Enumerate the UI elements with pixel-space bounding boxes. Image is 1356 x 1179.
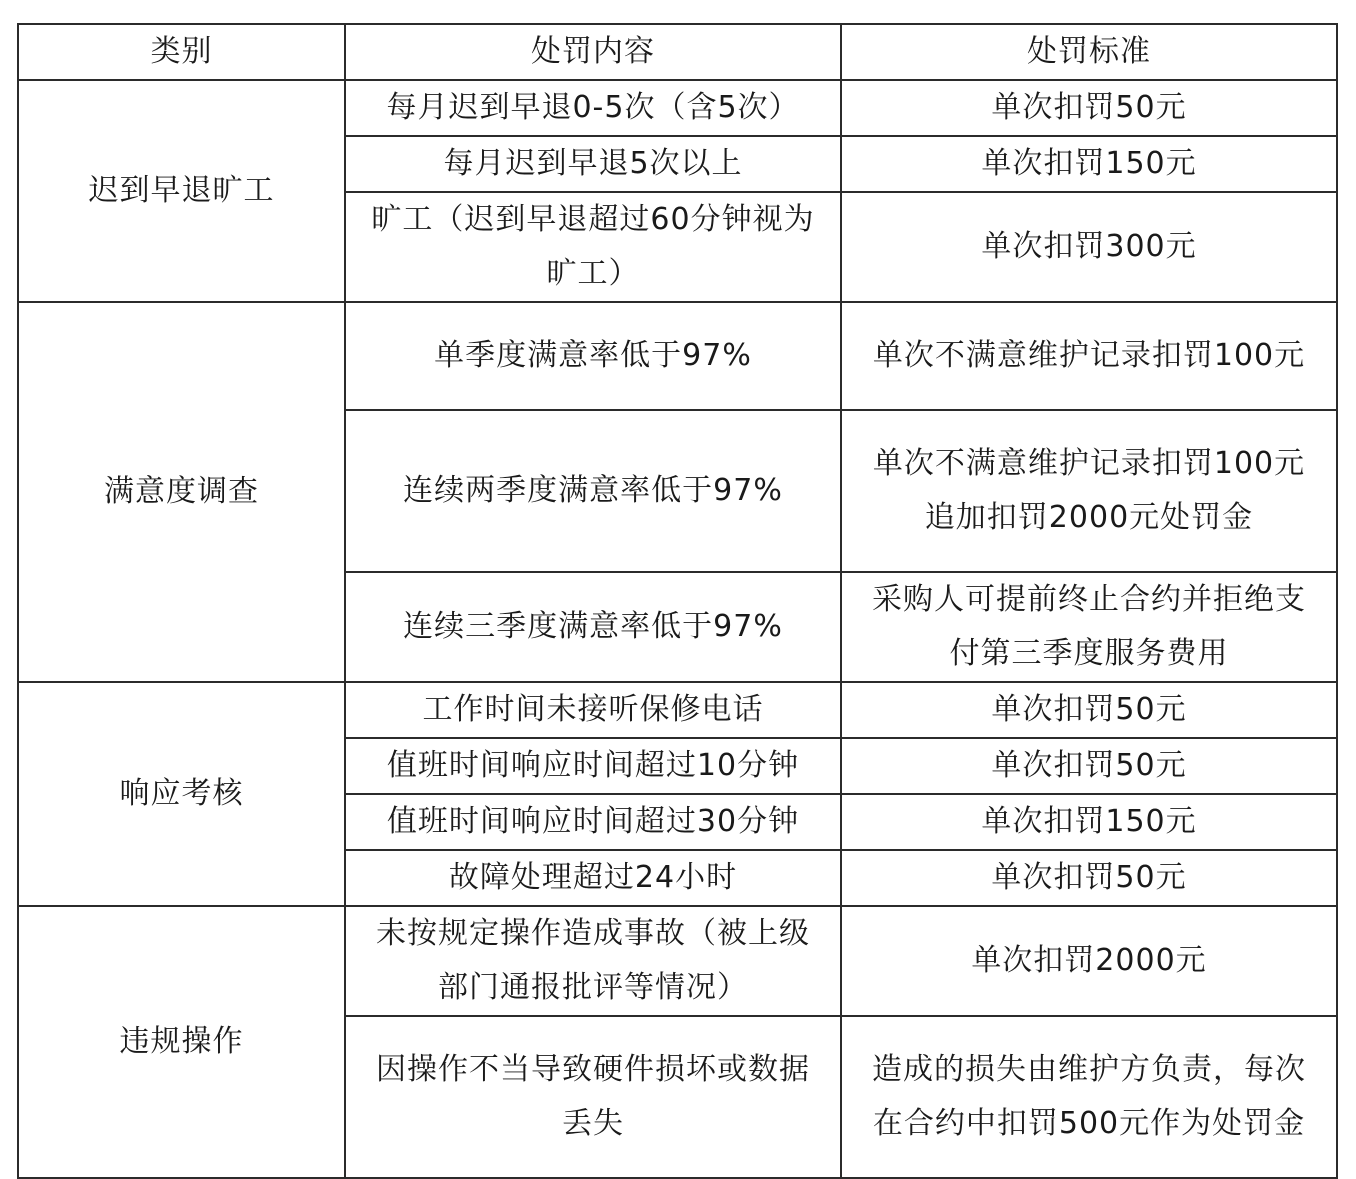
standard-cell: 造成的损失由维护方负责，每次在合约中扣罚500元作为处罚金 (841, 1016, 1337, 1178)
content-cell: 每月迟到早退5次以上 (345, 136, 841, 192)
standard-cell: 采购人可提前终止合约并拒绝支付第三季度服务费用 (841, 572, 1337, 682)
content-cell: 单季度满意率低于97% (345, 302, 841, 410)
content-cell: 工作时间未接听保修电话 (345, 682, 841, 738)
category-cell: 迟到早退旷工 (18, 80, 345, 302)
table-row (18, 906, 1337, 1016)
standard-cell: 单次扣罚150元 (841, 136, 1337, 192)
header-content: 处罚内容 (345, 24, 841, 80)
content-cell: 值班时间响应时间超过30分钟 (345, 794, 841, 850)
category-cell: 违规操作 (18, 906, 345, 1178)
standard-cell: 单次扣罚50元 (841, 80, 1337, 136)
standard-cell: 单次不满意维护记录扣罚100元 (841, 302, 1337, 410)
penalty-table-container (17, 23, 1336, 1179)
content-cell: 旷工（迟到早退超过60分钟视为旷工） (345, 192, 841, 302)
standard-cell: 单次扣罚50元 (841, 738, 1337, 794)
standard-extra-line: 追加扣罚2000元处罚金 (924, 500, 1254, 535)
table-row (18, 302, 1337, 410)
standard-cell: 单次扣罚50元 (841, 850, 1337, 906)
header-category: 类别 (18, 24, 345, 80)
penalty-table (17, 23, 1338, 1179)
standard-cell: 单次扣罚2000元 (841, 906, 1337, 1016)
content-cell: 故障处理超过24小时 (345, 850, 841, 906)
table-row (18, 682, 1337, 738)
content-cell: 值班时间响应时间超过10分钟 (345, 738, 841, 794)
standard-cell: 单次扣罚50元 (841, 682, 1337, 738)
content-cell: 每月迟到早退0-5次（含5次） (345, 80, 841, 136)
standard-line: 单次不满意维护记录扣罚100元 (872, 446, 1306, 481)
table-header-row (18, 24, 1337, 80)
content-cell: 连续两季度满意率低于97% (345, 410, 841, 572)
standard-cell: 单次扣罚300元 (841, 192, 1337, 302)
standard-cell (841, 410, 1337, 572)
category-cell: 响应考核 (18, 682, 345, 906)
content-cell: 未按规定操作造成事故（被上级部门通报批评等情况） (345, 906, 841, 1016)
category-cell: 满意度调查 (18, 302, 345, 682)
table-row (18, 80, 1337, 136)
content-cell: 因操作不当导致硬件损坏或数据丢失 (345, 1016, 841, 1178)
header-standard: 处罚标准 (841, 24, 1337, 80)
content-cell: 连续三季度满意率低于97% (345, 572, 841, 682)
standard-cell: 单次扣罚150元 (841, 794, 1337, 850)
